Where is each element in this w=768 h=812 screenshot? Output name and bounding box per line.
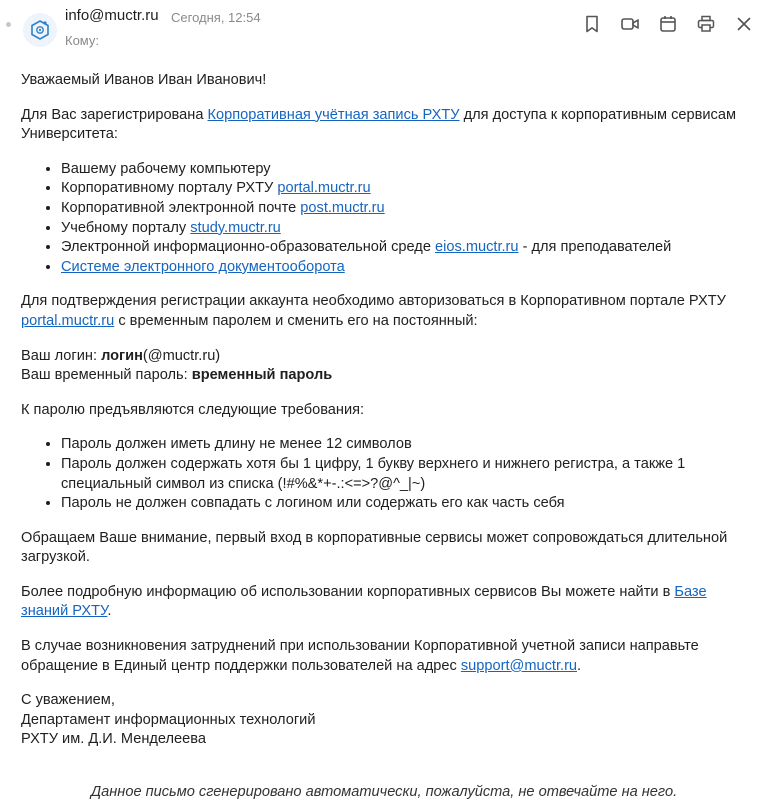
sender-address[interactable]: info@muctr.ru xyxy=(65,7,159,24)
eios-link[interactable]: eios.muctr.ru xyxy=(435,239,519,256)
study-link[interactable]: study.muctr.ru xyxy=(190,219,281,236)
video-button[interactable] xyxy=(620,14,640,34)
to-label[interactable]: Кому: xyxy=(65,33,99,48)
close-button[interactable] xyxy=(734,14,754,34)
requirement-item: • Пароль должен содержать хотя бы 1 цифру, 1 букву верхнего и нижнего регистра, а также 1 специальный символ из списка (!#%&*+-.:<=>?@^_|~) xyxy=(61,455,751,494)
auto-generated-notice: Данное письмо сгенерировано автоматически, пожалуйста, не отвечайте на него. xyxy=(90,784,678,800)
service-item: • Корпоративной электронной почте post.muctr.ru xyxy=(61,199,751,219)
video-icon xyxy=(620,14,640,34)
requirements-list xyxy=(21,435,751,513)
post-link[interactable]: post.muctr.ru xyxy=(300,199,385,216)
print-button[interactable] xyxy=(696,14,716,34)
knowledge-paragraph: Более подробную информацию об использовании корпоративных сервисов Вы можете найти в Базе знаний РХТУ. xyxy=(21,583,707,620)
support-paragraph: В случае возникновения затруднений при использовании Корпоративной учетной записи направьте обращение в Единый центр поддержки пользователей на адрес support@muctr.ru. xyxy=(21,638,699,674)
confirm-paragraph: Для подтверждения регистрации аккаунта необходимо авторизоваться в Корпоративном портале РХТУ portal.muctr.ru с временным паролем и сменить его на постоянный: xyxy=(21,293,726,329)
signature: С уважением, Департамент информационных технологий РХТУ им. Д.И. Менделеева xyxy=(21,692,316,748)
received-date: Сегодня, 12:54 xyxy=(171,10,261,25)
unread-dot[interactable] xyxy=(6,22,11,27)
service-item: • Корпоративному порталу РХТУ portal.muctr.ru xyxy=(61,179,751,199)
intro-paragraph xyxy=(21,106,751,145)
service-item: • Учебному порталу study.muctr.ru xyxy=(61,219,751,239)
email-body xyxy=(21,71,751,765)
credentials: Ваш логин: логин(@muctr.ru) Ваш временный пароль: временный пароль xyxy=(21,347,333,384)
requirement-item: • Пароль должен иметь длину не менее 12 символов xyxy=(61,435,751,455)
requirement-item: • Пароль не должен совпадать с логином или содержать его как часть себя xyxy=(61,494,751,514)
calendar-icon xyxy=(658,14,678,34)
close-icon xyxy=(734,14,754,34)
email-header xyxy=(0,0,768,60)
message-toolbar xyxy=(582,14,754,34)
bookmark-icon xyxy=(582,14,602,34)
intro-text: Для Вас зарегистрирована xyxy=(21,106,208,123)
support-email-link[interactable]: support@muctr.ru xyxy=(460,657,578,674)
service-item xyxy=(61,258,751,278)
corporate-account-link[interactable]: Корпоративная учётная запись РХТУ xyxy=(207,106,460,123)
service-item: • Вашему рабочему компьютеру xyxy=(61,160,751,180)
greeting: Уважаемый Иванов Иван Иванович! xyxy=(21,72,267,88)
login-value: логин xyxy=(101,347,143,364)
print-icon xyxy=(696,14,716,34)
portal-link[interactable]: portal.muctr.ru xyxy=(277,180,371,197)
services-list xyxy=(21,160,751,278)
notice-paragraph: Обращаем Ваше внимание, первый вход в корпоративные сервисы может сопровождаться длительной загрузкой. xyxy=(21,529,728,566)
knowledge-base-link[interactable]: Базе знаний РХТУ xyxy=(21,583,707,620)
avatar xyxy=(23,13,57,47)
service-item: • Электронной информационно-образовательной среде eios.muctr.ru - для преподавателей xyxy=(61,238,751,258)
bookmark-button[interactable] xyxy=(582,14,602,34)
portal-link-2[interactable]: portal.muctr.ru xyxy=(21,312,115,329)
calendar-button[interactable] xyxy=(658,14,678,34)
university-logo-icon xyxy=(29,19,51,41)
intro-text-end: для доступа к корпоративным сервисам Университета: xyxy=(21,106,736,143)
requirements-intro: К паролю предъявляются следующие требования: xyxy=(21,401,365,418)
password-value: временный пароль xyxy=(191,367,333,384)
edo-link[interactable]: Системе электронного документооборота xyxy=(61,258,345,275)
